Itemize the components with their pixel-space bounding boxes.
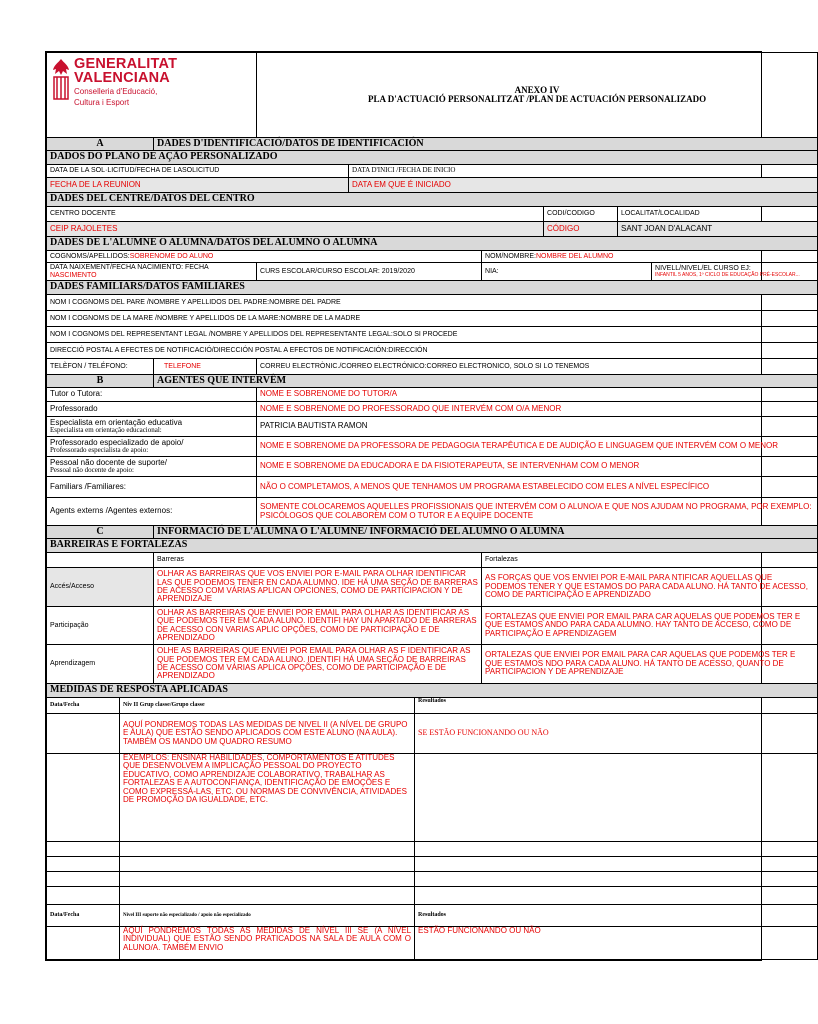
birth-value: NASCIMENTO bbox=[50, 271, 97, 279]
email-field[interactable]: CORREU ELECTRÒNIC./CORREO ELECTRÓNICO:CORREO ELECTRONICO, SOLO SI LO TENEMOS bbox=[257, 359, 818, 375]
agent-value-3[interactable]: NOME E SOBRENOME DA PROFESSORA DE PEDAGOGIA TERAPÊUTICA E DE AUDIÇÃO E LINGUAGEM QUE INTERVÉM COM O MENOR bbox=[257, 437, 818, 457]
agent-label-2-line1: Especialista em orientação educativa bbox=[50, 417, 183, 427]
level3-date-header: Data/Fecha bbox=[47, 905, 120, 927]
birth-label: DATA NAIXEMENT/FECHA NACIMIENTO: FECHA bbox=[50, 264, 209, 272]
code-field[interactable]: CÓDIGO bbox=[544, 222, 618, 237]
family-data-title: DADES FAMILIARS/DATOS FAMILIARES bbox=[47, 281, 818, 295]
level-cell[interactable] bbox=[652, 263, 818, 281]
section-c-title: INFORMACIÓ DE L'ALUMNA O L'ALUMNE/ INFORMACIÓ DEL ALUMNO O ALUMNA bbox=[154, 526, 818, 539]
access-barriers[interactable]: OLHAR AS BARREIRAS QUE VOS ENVIEI POR E-MAIL PARA OLHAR IDENTIFICAR LAS QUE PODEMOS TENER EN CADA ALUMNO. IDE HÁ UMA SEÇÃO DE BARRERAS DE ACESSO COM VÁRIAS APLICAN OPCIONES, COMO DE PARTICIPACION Y DE APRENDIZAJE bbox=[154, 568, 482, 607]
section-c-letter: C bbox=[47, 526, 154, 539]
logo-sub1: Conselleria d'Educació, bbox=[74, 87, 158, 96]
surname-cell[interactable] bbox=[47, 251, 482, 263]
agent-label-6: Agents externs /Agentes externos: bbox=[47, 498, 257, 526]
section-b-letter: B bbox=[47, 375, 154, 388]
level2-measure-0[interactable]: AQUÍ PONDREMOS TODAS LAS MEDIDAS DE NIVEL II (A NÍVEL DE GRUPO E AULA) QUE ESTÃO SENDO APLICADOS COM ESTE ALUNO (NA AULA). TAMBÉM OS MANDO UM QUADRO RESUMO bbox=[120, 714, 415, 754]
logo-line2: VALENCIANA bbox=[74, 70, 170, 86]
agent-label-4-line1: Pessoal não docente de suporte/ bbox=[50, 457, 167, 467]
agent-label-2-line2: Especialista em orientação educacional: bbox=[50, 426, 162, 435]
barriers-strengths-title: BARREIRAS E FORTALEZAS bbox=[47, 539, 818, 553]
locality-field[interactable]: SANT JOAN D'ALACANT bbox=[618, 222, 818, 237]
level2-date-5[interactable] bbox=[47, 887, 120, 905]
code-label: CODI/CODIGO bbox=[544, 207, 618, 222]
nia-cell[interactable]: NIA: bbox=[482, 263, 652, 281]
mother-name-field[interactable]: NOM I COGNOMS DE LA MARE /NOMBRE Y APELLIDOS DE LA MARE:NOMBRE DE LA MADRE bbox=[47, 311, 818, 327]
level-label: NIVELL/NIVEL/EL CURSO EJ: bbox=[655, 265, 751, 273]
level2-header: Niv II Grup classe/Grupo classe bbox=[120, 698, 415, 714]
level2-result-2[interactable] bbox=[415, 842, 818, 857]
centre-label: CENTRO DOCENTE bbox=[47, 207, 544, 222]
centre-data-title: DADES DEL CENTRE/DATOS DEL CENTRO bbox=[47, 193, 818, 207]
agent-value-5[interactable]: NÃO O COMPLETAMOS, A MENOS QUE TENHAMOS UM PROGRAMA ESTABELECIDO COM ELES A NÍVEL ESPECÍFICO bbox=[257, 477, 818, 498]
agent-value-4[interactable]: NOME E SOBRENOME DA EDUCADORA E DA FISIOTERAPEUTA, SE INTERVENHAM COM O MENOR bbox=[257, 457, 818, 477]
name-label: NOM/NOMBRE: bbox=[485, 252, 536, 260]
request-date-label: DATA DE LA SOL·LICITUD/FECHA DE LASOLICITUD bbox=[47, 165, 349, 178]
surname-label: COGNOMS/APELLIDOS: bbox=[50, 252, 130, 260]
measures-date-header: Data/Fecha bbox=[47, 698, 120, 714]
barriers-col-header: Barreras bbox=[154, 553, 482, 568]
level3-measure-0[interactable]: AQUÍ PONDREMOS TODAS AS MEDIDAS DE NÍVEL III SE (A NÍVEL INDIVIDUAL) QUE ESTÃO SENDO PRATICADOS NA SALA DE AULA COM O ALUNO/A. TAMBÉM ENVIO bbox=[120, 927, 415, 960]
agent-label-4-line2: Pessoal não docente de apoio: bbox=[50, 466, 134, 475]
name-cell[interactable] bbox=[482, 251, 818, 263]
level3-date-0[interactable] bbox=[47, 927, 120, 960]
agent-value-0[interactable]: NOME E SOBRENOME DO TUTOR/A bbox=[257, 388, 818, 402]
level2-date-1[interactable] bbox=[47, 754, 120, 842]
document-title: PLA D'ACTUACIÓ PERSONALITZAT /PLAN DE ACTUACIÓN PERSONALIZADO bbox=[367, 94, 707, 104]
access-strengths[interactable]: AS FORÇAS QUE VOS ENVIEI POR E-MAIL PARA NTIFICAR AQUELLAS QUE PODEMOS TENER Y QUE ESTAMOS DO PARA CADA ALUNO. HÁ TANTO DE ACESSO, COMO DE PARTICIPAÇÃO E APRENDIZADO bbox=[482, 568, 818, 607]
level2-date-0[interactable] bbox=[47, 714, 120, 754]
agent-value-6[interactable]: SOMENTE COLOCAREMOS AQUELLES PROFISSIONAIS QUE INTERVÉM COM O ALUNO/A E QUE NOS AJUDAM NO PROGRAMA, POR EXEMPLO: PSICÓLOGOS QUE COLABOREM COM O TUTOR E A EQUIPE DOCENTE bbox=[257, 498, 818, 526]
father-name-field[interactable]: NOM I COGNOMS DEL PARE /NOMBRE Y APELLIDOS DEL PADRE:NOMBRE DEL PADRE bbox=[47, 295, 818, 311]
plan-data-title: DADOS DO PLANO DE AÇÃO PERSONALIZADO bbox=[47, 151, 818, 165]
agent-value-1[interactable]: NOME E SOBRENOME DO PROFESSORADO QUE INTERVÉM COM O/A MENOR bbox=[257, 402, 818, 417]
start-date-label: DATA D'INICI /FECHA DE INICIO bbox=[349, 165, 818, 178]
phone-field[interactable]: TELEFONE bbox=[154, 359, 257, 375]
strengths-col-header: Fortalezas bbox=[482, 553, 818, 568]
level3-results-header: Resultados bbox=[415, 905, 818, 927]
access-label: Accés/Acceso bbox=[47, 568, 154, 607]
measures-title: MEDIDAS DE RESPOSTA APLICADAS bbox=[47, 684, 818, 698]
level2-result-1[interactable] bbox=[415, 754, 818, 842]
request-date-field[interactable]: FECHA DE LA REUNION bbox=[47, 178, 349, 193]
student-data-title: DADES DE L'ALUMNE O ALUMNA/DATOS DEL ALUMNO O ALUMNA bbox=[47, 237, 818, 251]
level3-result-0[interactable]: ESTÃO FUNCIONANDO OU NÃO bbox=[415, 927, 818, 960]
document-form bbox=[45, 51, 812, 961]
level2-measure-5[interactable] bbox=[120, 887, 415, 905]
learning-barriers[interactable]: OLHE AS BARREIRAS QUE ENVIEI POR EMAIL PARA OLHAR AS F IDENTIFICAR AS QUE PODEMOS TER EM CADA ALUNO. IDENTIFI HÁ UMA SEÇÃO DE BARREIRAS DE ACESSO COM VÁRIAS APLICA OPÇÕES, COMO DE PARTICIPAÇÃO E DE APRENDIZADO bbox=[154, 645, 482, 684]
generalitat-logo bbox=[51, 57, 252, 107]
section-a-title: DADES D'IDENTIFICACIÓ/DATOS DE IDENTIFICACIÓN bbox=[154, 138, 818, 151]
phone-label: TELÈFON / TELÉFONO: bbox=[47, 359, 154, 375]
level2-measure-2[interactable] bbox=[120, 842, 415, 857]
level2-measure-4[interactable] bbox=[120, 872, 415, 887]
surname-value: SOBRENOME DO ALUNO bbox=[129, 252, 214, 260]
name-value: NOMBRE DEL ALUMNO bbox=[535, 252, 614, 260]
section-a-letter: A bbox=[47, 138, 154, 151]
centre-field[interactable]: CEIP RAJOLETES bbox=[47, 222, 544, 237]
participation-label: Participação bbox=[47, 607, 154, 645]
agent-label-1: Professorado bbox=[47, 402, 257, 417]
level2-date-3[interactable] bbox=[47, 857, 120, 872]
agent-value-2[interactable]: PATRICIA BAUTISTA RAMON bbox=[257, 417, 818, 437]
form-table bbox=[46, 52, 818, 960]
agent-label-3-line1: Professorado especializado de apoio/ bbox=[50, 437, 184, 447]
section-b-title: AGENTES QUE INTERVÊM bbox=[154, 375, 818, 388]
locality-label: LOCALITAT/LOCALIDAD bbox=[618, 207, 818, 222]
agent-label-0: Tutor o Tutora: bbox=[47, 388, 257, 402]
start-date-field[interactable]: DATA EM QUE É INICIADO bbox=[349, 178, 818, 193]
agent-label-5: Familiars /Familiares: bbox=[47, 477, 257, 498]
level2-result-0[interactable]: SE ESTÃO FUNCIONANDO OU NÃO bbox=[415, 714, 818, 754]
level2-measure-3[interactable] bbox=[120, 857, 415, 872]
learning-label: Aprendizagem bbox=[47, 645, 154, 684]
level-value: INFANTIL 5 ANOS, 1º CICLO DE EDUCAÇÃO PRÉ-ESCOLAR... bbox=[655, 271, 800, 278]
logo-cell bbox=[47, 53, 257, 138]
agent-label-2 bbox=[47, 417, 257, 437]
school-year-cell[interactable]: CURS ESCOLAR/CURSO ESCOLAR: 2019/2020 bbox=[257, 263, 482, 281]
logo-line1: GENERALITAT bbox=[74, 56, 178, 72]
annex-label: ANEXO IV bbox=[514, 84, 560, 95]
level2-date-4[interactable] bbox=[47, 872, 120, 887]
level2-result-4[interactable] bbox=[415, 872, 818, 887]
legal-rep-field[interactable]: NOM I COGNOMS DEL REPRESENTANT LEGAL /NOMBRE Y APELLIDOS DEL REPRESENTANTE LEGAL:SOLO SI PROCEDE bbox=[47, 327, 818, 343]
barriers-corner bbox=[47, 553, 154, 568]
participation-barriers[interactable]: OLHAR AS BARREIRAS QUE ENVIEI POR EMAIL PARA OLHAR AS IDENTIFICAR AS QUE PODEMOS TER EM CADA ALUNO. IDENTIFI HAY UN APARTADO DE BARRERAS DE ACESSO CON VARIAS APLIC OPÇÕES, COMO DE PARTICIPAÇÃO E DE APRENDIZADO bbox=[154, 607, 482, 645]
learning-strengths[interactable]: ORTALEZAS QUE ENVIEI POR EMAIL PARA CAR AQUELAS QUE PODEMOS TER E QUE ESTAMOS NDO PARA CADA ALUNO. HÁ TANTO DE ACESSO, QUANTO DE PARTICIPACION Y DE APRENDIZAJE bbox=[482, 645, 818, 684]
header-title-cell bbox=[257, 53, 818, 138]
address-field[interactable]: DIRECCIÓ POSTAL A EFECTES DE NOTIFICACIÓ/DIRECCIÓN POSTAL A EFECTOS DE NOTIFICACIÓN:DIRECCIÓN bbox=[47, 343, 818, 359]
level3-header: Nivel III suporte não especializado / apoio não especializado bbox=[120, 905, 415, 927]
agent-label-3-line2: Professorado especialista de apoio: bbox=[50, 446, 149, 455]
birth-cell[interactable] bbox=[47, 263, 257, 281]
level2-date-2[interactable] bbox=[47, 842, 120, 857]
level2-result-5[interactable] bbox=[415, 887, 818, 905]
agent-label-3 bbox=[47, 437, 257, 457]
bat-emblem-icon bbox=[51, 57, 71, 101]
level2-result-3[interactable] bbox=[415, 857, 818, 872]
logo-sub2: Cultura i Esport bbox=[74, 98, 130, 107]
agent-label-4 bbox=[47, 457, 257, 477]
level2-results-header: Resultados bbox=[415, 698, 818, 714]
participation-strengths[interactable]: FORTALEZAS QUE ENVIEI POR EMAIL PARA CAR AQUELAS QUE PODEMOS TER E QUE ESTAMOS ANDO PARA CADA ALUMNO. HAY TANTO DE ACCESO, COMO DE PARTICIPAÇÃO E APRENDIZAGEM bbox=[482, 607, 818, 645]
level2-measure-1[interactable]: EXEMPLOS: ENSINAR HABILIDADES, COMPORTAMENTOS E ATITUDES QUE DESENVOLVEM A IMPLICAÇÃO PESSOAL DO PROYECTO EDUCATIVO, COMO APRENDIZAJE COLABORATIVO, TRABALHAR AS FORTALEZAS E A AUTOCONFIANÇA, IDENTIFICAÇÃO DE EMOÇÕES E COMO EXPRESSÁ-LAS, ETC. OU NORMAS DE CONVIVÊNCIA, ATIVIDADES DE PROMOÇÃO DA IGUALDADE, ETC. bbox=[120, 754, 415, 842]
